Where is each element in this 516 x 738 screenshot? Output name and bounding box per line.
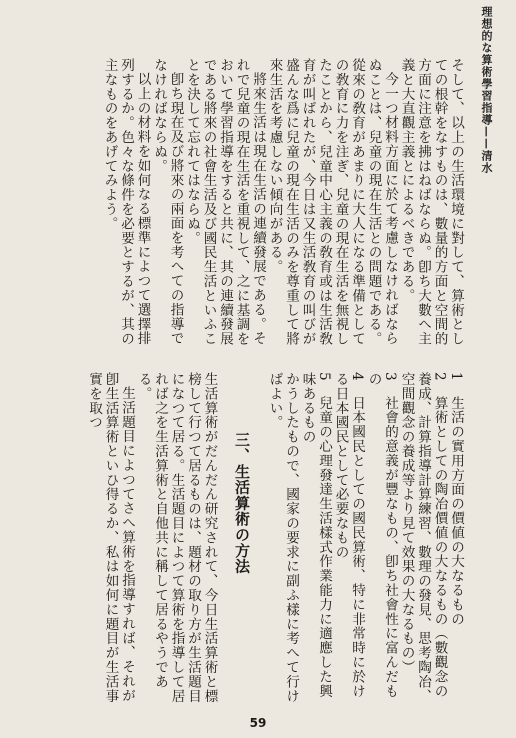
paragraph: 以上の材料を如何なる標準によつて選擇排列するか。色々な條件を必要とするが、其の主なものをあげてみよう。 bbox=[101, 58, 151, 346]
list-item-text: 算術としての陶冶價値の大なるもの（數觀念の養成、計算指導計算練習、數理の發見、思考陶冶、空間觀念の養成等より見て效果の大なるもの） bbox=[398, 372, 448, 704]
paragraph: 今一つ材料方面に於て考慮しなければならぬことは、兒童の現在生活との問題である。從來の敎育があまりに大人になる準備としての敎育に力を注ぎ、兒童の現在生活を無視したことから、兒童中心主義の敎育或は生活敎育が叫ばれたが、今日は又生活敎育の叫びが盛んな爲に兒童の現在生活のみを尊重して將來生活を考慮しない傾向がある。 bbox=[266, 58, 398, 346]
paragraph: 將來生活は現在生活の連續發展である。それで兒童の現在生活を重視して、之に基調をおいて學習指導をすると共に、其の連續發展である將來の社會生活及び國民生活といふことを決して忘れてはならぬ。 bbox=[184, 58, 266, 346]
list-item-text: 日本國民としての國民算術、特に非常時に於ける日本國民として必要なもの bbox=[332, 372, 365, 699]
paragraph: 生活算術がだんだん研究されて、今日生活算術と標榜して行つて居るものは、題材の取り方が生活題目になつて居る。生活題目によつて算術を指導して居れば之を生活算術と自他共に稱して居るやうである。 bbox=[135, 372, 218, 704]
upper-text-block bbox=[36, 58, 464, 358]
list-item bbox=[398, 372, 448, 712]
list-item-number: 1 bbox=[448, 372, 464, 382]
list-item bbox=[332, 372, 365, 712]
paragraph: 卽ち現在及び將來の兩面を考へての指導でなければならぬ。 bbox=[151, 58, 184, 346]
list-item-text: 生活の實用方面の價値の大なるもの bbox=[448, 395, 464, 627]
list-item-number: 4 bbox=[349, 372, 365, 382]
list-item-number: 2 bbox=[431, 372, 448, 382]
paragraph: そして、以上の生活環境に對して、算術としての根幹をなすものは、數量的方面と空間的方面に注意を拂はねばならぬ。卽ち大數へ主義と大直觀主義とによるべきである。 bbox=[398, 58, 464, 346]
running-head: 理想的な算術學習指導——清水 bbox=[480, 6, 493, 174]
lower-text-block bbox=[36, 372, 464, 712]
section-heading: 三、生活算術の方法 bbox=[233, 432, 251, 575]
list-item bbox=[365, 372, 398, 712]
list-item-text: 兒童の心理發達生活樣式作業能力に適應した興味あるもの bbox=[299, 372, 332, 699]
list-item-text: 社會的意義が豐なもの、卽ち社會性に富んだもの bbox=[365, 372, 398, 699]
paragraph: 生活題目によつてさへ算術を指導すれば、それが卽生活算術といひ得るか、私は如何に題目が生活事實を取つ bbox=[86, 372, 135, 704]
list-item-number: 5 bbox=[316, 372, 332, 382]
list-item bbox=[299, 372, 332, 712]
list-item bbox=[448, 372, 465, 712]
list-item-number: 3 bbox=[382, 372, 398, 382]
page-number: 59 bbox=[249, 716, 267, 730]
paragraph: かうしたもので、國家の要求に副ふ樣に考へて行けばよい。 bbox=[266, 372, 299, 704]
